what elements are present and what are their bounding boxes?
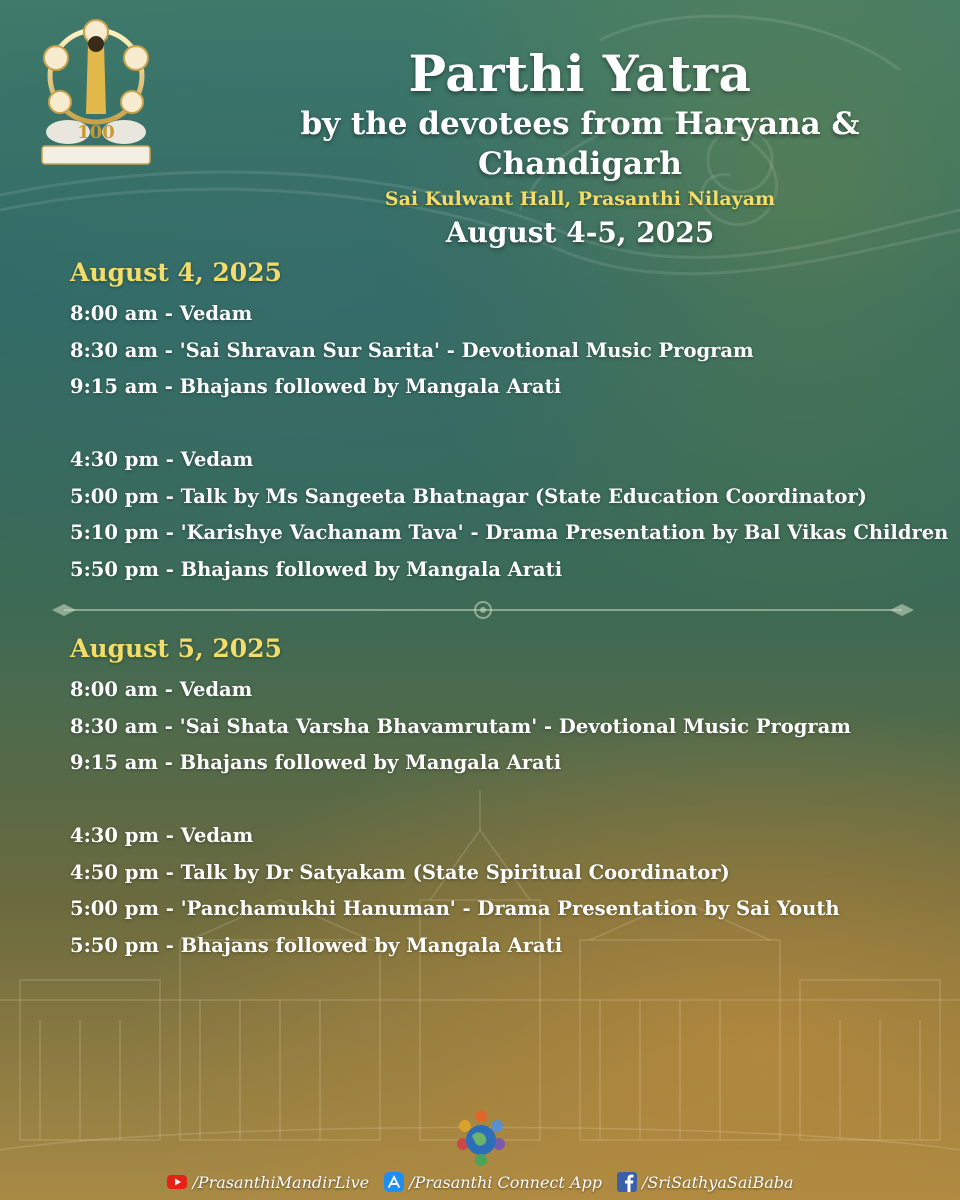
schedule-item: 9:15 am - Bhajans followed by Mangala Arati: [70, 751, 562, 774]
schedule-item: 8:00 am - Vedam: [70, 302, 253, 325]
day-heading: August 5, 2025: [70, 634, 282, 663]
day-schedule-2: [70, 634, 930, 964]
youtube-link-label: /PrasanthiMandirLive: [192, 1172, 370, 1192]
youtube-link[interactable]: [166, 1172, 369, 1192]
schedule-item: 5:00 pm - 'Panchamukhi Hanuman' - Drama Presentation by Sai Youth: [70, 897, 840, 920]
svg-text:100: 100: [77, 122, 115, 143]
schedule-item: 5:50 pm - Bhajans followed by Mangala Arati: [70, 933, 563, 957]
event-dates: August 4-5, 2025: [445, 216, 715, 249]
day-schedule-1: [70, 258, 949, 588]
facebook-icon: [616, 1172, 638, 1192]
schedule-item: 8:30 am - 'Sai Shata Varsha Bhavamrutam' - Devotional Music Program: [70, 714, 851, 738]
schedule-item: 8:00 am - Vedam: [70, 678, 253, 701]
schedule-item: 5:10 pm - 'Karishye Vachanam Tava' - Drama Presentation by Bal Vikas Children: [70, 521, 949, 544]
facebook-link[interactable]: [616, 1172, 794, 1192]
schedule-item: 5:00 pm - Talk by Ms Sangeeta Bhatnagar (State Education Coordinator): [70, 484, 867, 508]
schedule-item: 4:30 pm - Vedam: [70, 448, 254, 471]
app-store-icon: [383, 1172, 405, 1192]
globe-emblem-icon: [454, 1108, 508, 1168]
venue: Sai Kulwant Hall, Prasanthi Nilayam: [384, 188, 776, 210]
day-heading: August 4, 2025: [70, 258, 282, 287]
schedule-item: 8:30 am - 'Sai Shravan Sur Sarita' - Devotional Music Program: [70, 338, 754, 362]
footer: [0, 1170, 960, 1194]
schedule-item: 9:15 am - Bhajans followed by Mangala Arati: [70, 375, 562, 398]
section-divider: [50, 599, 916, 621]
youtube-icon: [166, 1172, 188, 1192]
header: [200, 44, 960, 252]
page-title: Parthi Yatra: [408, 44, 752, 103]
schedule-item: 5:50 pm - Bhajans followed by Mangala Arati: [70, 557, 563, 581]
facebook-link-label: /SriSathyaSaiBaba: [641, 1172, 794, 1192]
page-subtitle: by the devotees from Haryana & Chandigarh: [300, 106, 860, 182]
schedule-item: 4:50 pm - Talk by Dr Satyakam (State Spiritual Coordinator): [70, 860, 730, 884]
schedule-item: 4:30 pm - Vedam: [70, 824, 254, 847]
app-link-label: /Prasanthi Connect App: [409, 1172, 602, 1192]
app-link[interactable]: [383, 1172, 602, 1192]
centenary-emblem-icon: [28, 14, 164, 174]
